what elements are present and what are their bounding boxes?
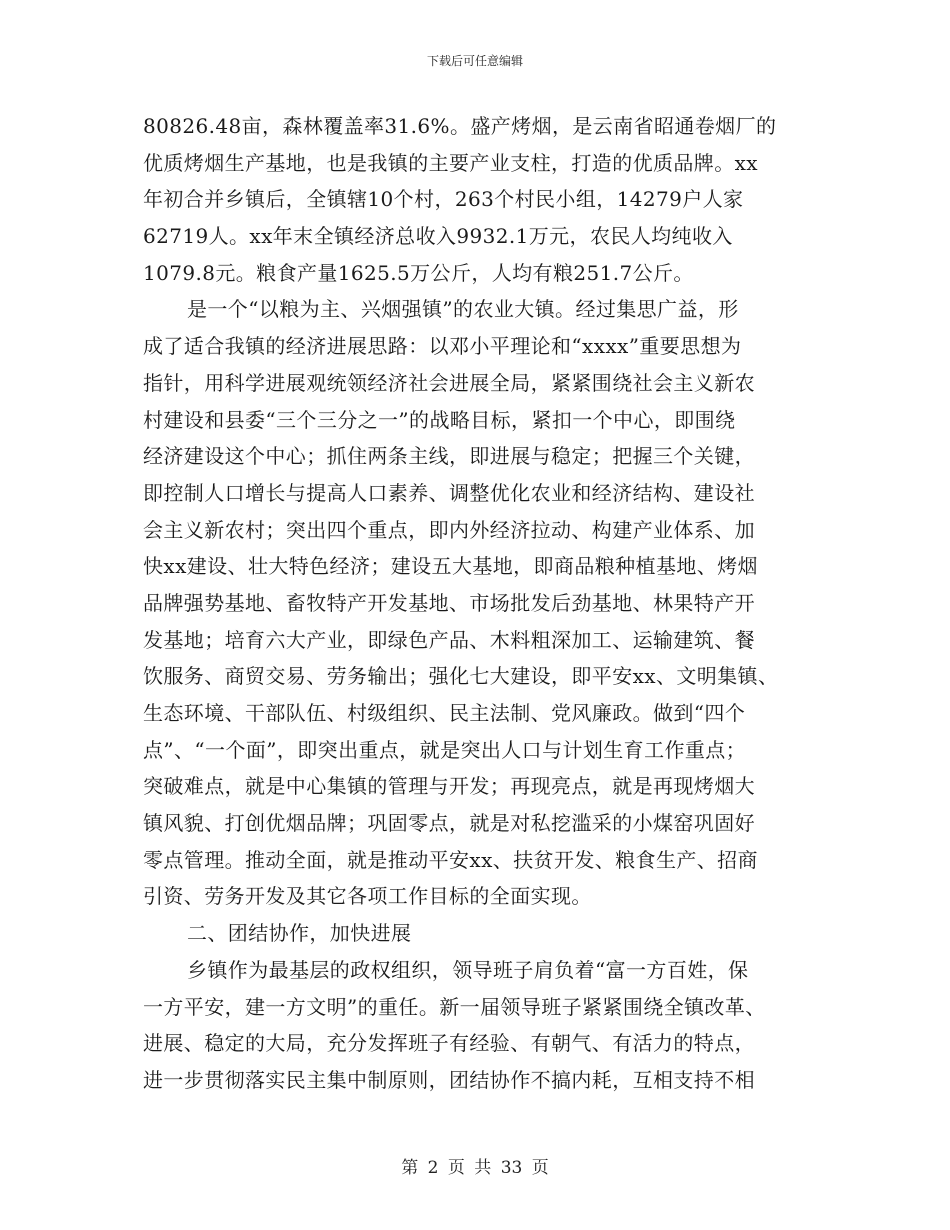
text-line: 村建设和县委“三个三分之一”的战略目标，紧扣一个中心，即围绕 [143,407,736,432]
text-line: 快xx建设、壮大特色经济；建设五大基地，即商品粮种植基地、烤烟 [143,554,758,579]
text-line: 62719人。xx年末全镇经济总收入9932.1万元，农民人均纯收入 [143,224,733,249]
section-heading: 二、团结协作，加快进展 [187,921,412,946]
text-line: 即控制人口增长与提高人口素养、调整优化农业和经济结构、建设社 [143,480,755,505]
text-line: 80826.48亩，森林覆盖率31.6%。盛产烤烟，是云南省昭通卷烟厂的 [143,114,777,138]
text-line: 优质烤烟生产基地，也是我镇的主要产业支柱，打造的优质品牌。xx [143,150,758,175]
text-line: 进展、稳定的大局，充分发挥班子有经验、有朝气、有活力的特点， [143,1031,755,1056]
paragraph-start-line: 乡镇作为最基层的政权组织，领导班子肩负着“富一方百姓，保 [187,957,749,982]
text-line: 饮服务、商贸交易、劳务输出；强化七大建设，即平安xx、文明集镇、 [143,664,779,689]
text-line: 指针，用科学进展观统领经济社会进展全局，紧紧围绕社会主义新农 [143,370,755,395]
text-line: 引资、劳务开发及其它各项工作目标的全面实现。 [143,884,592,909]
page-header: 下载后可任意编辑 [426,54,523,68]
text-line: 年初合并乡镇后，全镇辖10个村，263个村民小组，14279户人家 [143,187,744,212]
text-line: 零点管理。推动全面，就是推动平安xx、扶贫开发、粮食生产、招商 [143,847,758,872]
text-line: 经济建设这个中心；抓住两条主线，即进展与稳定；把握三个关键， [143,444,755,469]
text-line: 发基地；培育六大产业，即绿色产品、木料粗深加工、运输建筑、餐 [143,627,755,652]
text-line: 生态环境、干部队伍、村级组织、民主法制、党风廉政。做到“四个 [143,701,746,725]
text-line: 品牌强势基地、畜牧特产开发基地、市场批发后劲基地、林果特产开 [143,590,755,615]
page-footer: 第 2 页 共 33 页 [401,1158,549,1178]
text-line: 一方平安，建一方文明”的重任。新一届领导班子紧紧围绕全镇改革、 [143,994,766,1019]
text-line: 1079.8元。粮食产量1625.5万公斤，人均有粮251.7公斤。 [143,260,694,285]
text-line: 进一步贯彻落实民主集中制原则，团结协作不搞内耗，互相支持不相 [143,1067,755,1092]
text-line: 突破难点，就是中心集镇的管理与开发；再现亮点，就是再现烤烟大 [143,774,755,799]
text-line: 会主义新农村；突出四个重点，即内外经济拉动、构建产业体系、加 [143,517,755,542]
document-body [143,108,811,1099]
text-line: 成了适合我镇的经济进展思路：以邓小平理论和“xxxx”重要思想为 [143,334,742,359]
text-line: 镇风貌、打创优烟品牌；巩固零点，就是对私挖滥采的小煤窑巩固好 [143,811,755,836]
paragraph-start-line: 是一个“以粮为主、兴烟强镇”的农业大镇。经过集思广益，形 [187,297,739,322]
text-line: 点”、“一个面”，即突出重点，就是突出人口与计划生育工作重点； [143,737,747,762]
